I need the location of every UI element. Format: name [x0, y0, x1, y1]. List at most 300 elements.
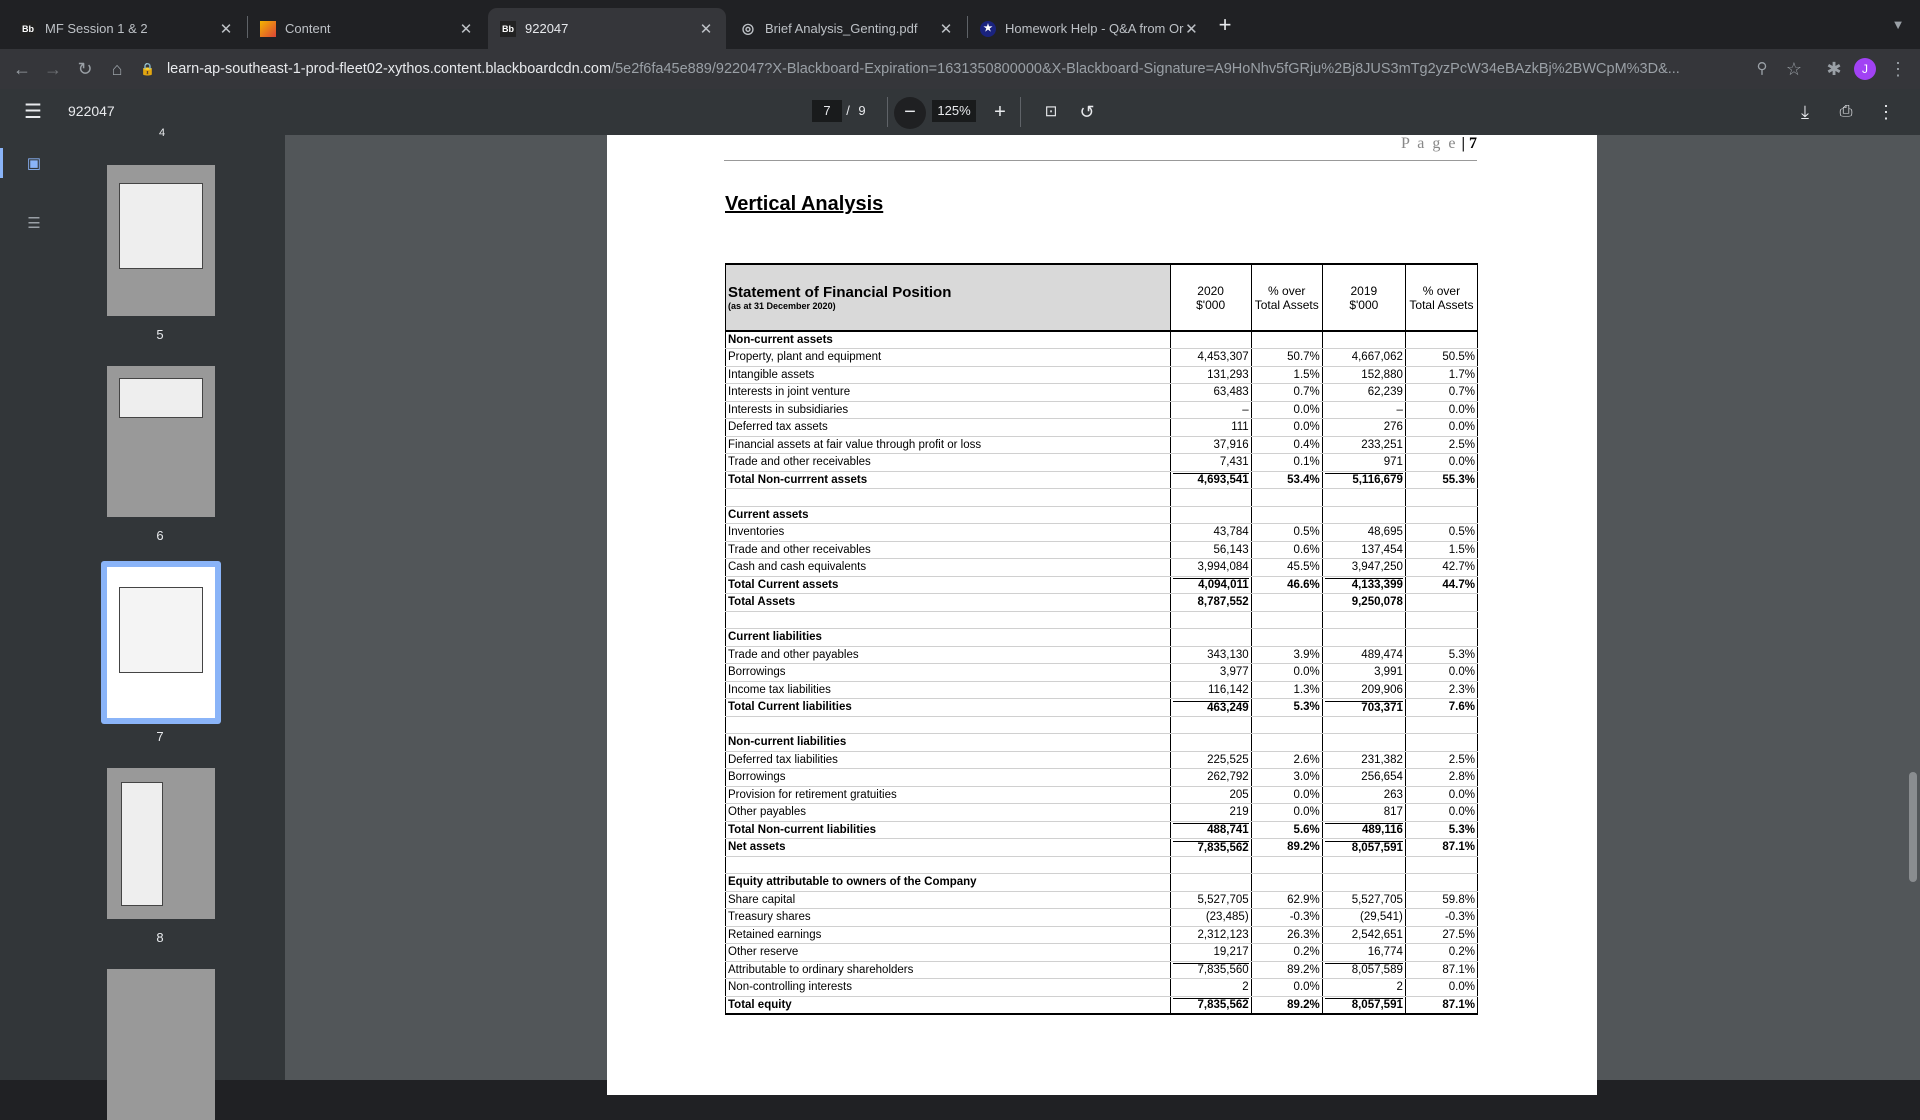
column-header-pct: % over: [1422, 283, 1461, 298]
row-label-text: Other payables: [728, 806, 806, 819]
pct-2019-text: -0.3%: [1444, 911, 1475, 924]
value-2020: [1170, 874, 1251, 892]
tab-content[interactable]: [248, 8, 486, 49]
value-2019-text: 231,382: [1361, 753, 1403, 766]
active-view-indicator: [0, 148, 3, 178]
pct-2019: [1405, 489, 1477, 507]
pct-2020: [1251, 366, 1322, 384]
value-2019: [1322, 856, 1405, 874]
pct-2019: [1405, 436, 1477, 454]
pct-2020-text: 89.2%: [1287, 998, 1320, 1011]
row-label-text: Total Current liabilities: [728, 701, 852, 714]
value-2020: [1170, 541, 1251, 559]
value-2019: [1322, 891, 1405, 909]
pct-2020-text: 0.1%: [1293, 456, 1320, 469]
pdf-sidebar: [0, 127, 285, 1080]
pct-2019: [1405, 454, 1477, 472]
pct-2020-text: 0.4%: [1293, 438, 1320, 451]
table-row: [726, 401, 1478, 419]
table-row: [726, 786, 1478, 804]
value-2019-text: (29,541): [1360, 911, 1403, 924]
zoom-out-icon[interactable]: −: [894, 97, 926, 129]
zoom-icon[interactable]: ⚲: [1756, 60, 1768, 77]
tab-brief-analysis[interactable]: [728, 8, 966, 49]
value-2020: [1170, 961, 1251, 979]
table-row: [726, 979, 1478, 997]
value-2020: [1170, 471, 1251, 489]
row-label-text: Total equity: [728, 998, 792, 1011]
row-label-text: Financial assets at fair value through profit or loss: [728, 438, 982, 451]
row-label: [726, 576, 1171, 594]
value-2020-text: 3,994,084: [1197, 561, 1249, 574]
value-2020: [1170, 891, 1251, 909]
pct-2020: [1251, 454, 1322, 472]
table-row: [726, 471, 1478, 489]
thumbnail-page-5[interactable]: [107, 165, 215, 316]
pct-2020: [1251, 524, 1322, 542]
value-2019-text: 3,947,250: [1351, 561, 1403, 574]
value-2019-text: 256,654: [1361, 771, 1403, 784]
value-2020: [1170, 611, 1251, 629]
value-2020: [1170, 594, 1251, 612]
new-tab-icon[interactable]: +: [1218, 12, 1232, 37]
pct-2019: [1405, 331, 1477, 349]
pct-2019: [1405, 734, 1477, 752]
row-label: [726, 681, 1171, 699]
value-2019-text: 489,116: [1325, 823, 1403, 836]
value-2019-text: 8,057,591: [1325, 841, 1403, 854]
value-2019-text: 703,371: [1325, 701, 1403, 714]
pct-2019: [1405, 751, 1477, 769]
pct-2020: [1251, 839, 1322, 857]
tab-mf-session[interactable]: [8, 8, 246, 49]
table-row: [726, 506, 1478, 524]
row-label: [726, 454, 1171, 472]
pct-2020-text: 3.9%: [1293, 648, 1320, 661]
pct-2019: [1405, 366, 1477, 384]
value-2019: [1322, 961, 1405, 979]
zoom-level-input[interactable]: 125%: [932, 100, 976, 122]
row-label: [726, 629, 1171, 647]
value-2020: [1170, 909, 1251, 927]
value-2019-text: 2,542,651: [1351, 928, 1403, 941]
pct-2020-text: 5.3%: [1293, 701, 1320, 714]
value-2020-text: 131,293: [1207, 368, 1249, 381]
value-2020-text: 343,130: [1207, 648, 1249, 661]
outline-view-icon[interactable]: ☰: [27, 215, 41, 232]
value-2019: [1322, 699, 1405, 717]
profile-avatar[interactable]: J: [1854, 58, 1876, 80]
row-label: [726, 506, 1171, 524]
pct-2019-text: 0.0%: [1448, 788, 1475, 801]
pct-2019: [1405, 909, 1477, 927]
table-row: [726, 699, 1478, 717]
home-icon[interactable]: ⌂: [111, 59, 123, 79]
value-2019: [1322, 471, 1405, 489]
table-row: [726, 436, 1478, 454]
pct-2019-text: 27.5%: [1442, 928, 1475, 941]
value-2020-text: 111: [1231, 421, 1249, 434]
pct-2020-text: 0.5%: [1293, 526, 1320, 539]
pct-2019-text: 2.5%: [1448, 753, 1475, 766]
table-header-title-cell: [726, 264, 1171, 331]
row-label-text: Borrowings: [728, 771, 786, 784]
hamburger-menu-icon[interactable]: ☰: [24, 101, 42, 123]
page-header-number: 7: [1469, 135, 1477, 152]
value-2020-text: 63,483: [1213, 386, 1249, 399]
page-header-label: P a g e: [1400, 135, 1458, 152]
column-header-year: 2020: [1197, 283, 1224, 298]
pct-2020: [1251, 506, 1322, 524]
value-2020: [1170, 454, 1251, 472]
close-tab-icon[interactable]: ✕: [1185, 20, 1198, 38]
value-2019: [1322, 419, 1405, 437]
value-2019: [1322, 349, 1405, 367]
pct-2019-text: 44.7%: [1442, 578, 1475, 591]
download-icon[interactable]: ⤓: [1801, 102, 1809, 122]
value-2019: [1322, 489, 1405, 507]
browser-toolbar: [0, 49, 1920, 89]
value-2019: [1322, 331, 1405, 349]
pct-2020: [1251, 961, 1322, 979]
pct-2020-text: 50.7%: [1287, 351, 1320, 364]
row-label-text: Total Non-current liabilities: [728, 823, 877, 836]
value-2020: [1170, 524, 1251, 542]
table-row: [726, 541, 1478, 559]
thumbnail-label: 4: [159, 127, 166, 139]
row-label: [726, 594, 1171, 612]
table-row: [726, 681, 1478, 699]
thumbnail-page-8[interactable]: [107, 768, 215, 919]
row-label-text: Total Non-currrent assets: [728, 473, 868, 486]
value-2019-text: 2: [1396, 981, 1403, 994]
value-2019: [1322, 786, 1405, 804]
pct-2020: [1251, 996, 1322, 1014]
row-label-text: Income tax liabilities: [728, 683, 831, 696]
thumbnail-label: 8: [156, 930, 164, 945]
value-2020-text: 7,835,562: [1173, 841, 1249, 854]
value-2019: [1322, 559, 1405, 577]
pct-2019: [1405, 716, 1477, 734]
row-label-text: Non-current liabilities: [728, 736, 847, 749]
url-path: /5e2f6fa45e889/922047?X-Blackboard-Expiration=1631350800000&X-Blackboard-Signature=A9HoNhv5fGRju%2Bj8JUS3mTg2yzPcW34eBAzkBj%2BWCpM%3D&...: [611, 61, 1680, 77]
close-tab-icon[interactable]: ✕: [459, 20, 473, 38]
row-label: [726, 716, 1171, 734]
row-label-text: Borrowings: [728, 666, 786, 679]
pct-2019: [1405, 384, 1477, 402]
pct-2020-text: 89.2%: [1287, 963, 1320, 976]
pct-2019-text: 59.8%: [1442, 893, 1475, 906]
table-row: [726, 716, 1478, 734]
tab-title: Content: [285, 21, 331, 36]
tab-922047[interactable]: [488, 8, 726, 49]
pct-2019: [1405, 996, 1477, 1014]
row-label: [726, 839, 1171, 857]
pct-2020-text: 0.0%: [1293, 981, 1320, 994]
star-icon: ★: [980, 21, 996, 37]
pdf-toolbar: [0, 89, 1920, 135]
value-2019: [1322, 996, 1405, 1014]
value-2020: [1170, 489, 1251, 507]
table-row: [726, 734, 1478, 752]
value-2020-text: 463,249: [1173, 701, 1249, 714]
row-label-text: Trade and other receivables: [728, 456, 871, 469]
pct-2020-text: 0.0%: [1293, 788, 1320, 801]
table-row: [726, 646, 1478, 664]
thumbnail-label: 6: [156, 528, 164, 543]
value-2019: [1322, 611, 1405, 629]
zoom-in-icon[interactable]: +: [994, 101, 1006, 123]
pct-2020-text: -0.3%: [1289, 911, 1320, 924]
pct-2019-text: 0.0%: [1448, 981, 1475, 994]
value-2019: [1322, 716, 1405, 734]
pct-2020-text: 26.3%: [1287, 928, 1320, 941]
row-label: [726, 611, 1171, 629]
value-2020-text: 205: [1229, 788, 1249, 801]
row-label-text: Inventories: [728, 526, 785, 539]
value-2019-text: 5,116,679: [1325, 473, 1403, 486]
pct-2019: [1405, 471, 1477, 489]
pct-2019: [1405, 681, 1477, 699]
forward-icon[interactable]: →: [44, 59, 62, 79]
row-label-text: Net assets: [728, 841, 786, 854]
value-2019: [1322, 874, 1405, 892]
row-label: [726, 926, 1171, 944]
address-bar[interactable]: [140, 54, 1800, 84]
table-subtitle: (as at 31 December 2020): [728, 301, 836, 311]
value-2020-text: 19,217: [1213, 946, 1249, 959]
table-row: [726, 594, 1478, 612]
pct-2019: [1405, 821, 1477, 839]
more-actions-icon[interactable]: ⋮: [1877, 102, 1895, 122]
value-2020: [1170, 664, 1251, 682]
pct-2020: [1251, 349, 1322, 367]
menu-kebab-icon[interactable]: ⋮: [1889, 59, 1907, 79]
pct-2019: [1405, 944, 1477, 962]
thumbnail-page-6[interactable]: [107, 366, 215, 517]
row-label-text: Retained earnings: [728, 928, 822, 941]
value-2019: [1322, 629, 1405, 647]
pct-2019: [1405, 786, 1477, 804]
pct-2020: [1251, 541, 1322, 559]
value-2020-text: –: [1242, 403, 1249, 416]
row-label: [726, 734, 1171, 752]
table-row: [726, 751, 1478, 769]
row-label: [726, 489, 1171, 507]
pct-2020: [1251, 489, 1322, 507]
value-2020: [1170, 734, 1251, 752]
pdf-title: 922047: [68, 103, 115, 119]
thumbnail-page-7[interactable]: [107, 567, 215, 718]
viewer-scrollbar-thumb[interactable]: [1909, 772, 1917, 882]
value-2020: [1170, 349, 1251, 367]
extensions-icon[interactable]: ✱: [1826, 59, 1842, 79]
value-2019: [1322, 454, 1405, 472]
pct-2020: [1251, 944, 1322, 962]
table-row: [726, 366, 1478, 384]
value-2020-text: 116,142: [1207, 683, 1249, 696]
value-2020: [1170, 926, 1251, 944]
table-row: [726, 664, 1478, 682]
pct-2020: [1251, 384, 1322, 402]
row-label-text: Trade and other receivables: [728, 543, 871, 556]
table-row: [726, 629, 1478, 647]
value-2020: [1170, 769, 1251, 787]
total-pages: 9: [858, 103, 866, 118]
value-2020-text: 56,143: [1213, 543, 1249, 556]
row-label-text: Attributable to ordinary shareholders: [728, 963, 914, 976]
pct-2020-text: 46.6%: [1287, 578, 1320, 591]
value-2019-text: 9,250,078: [1351, 596, 1403, 609]
pct-2019: [1405, 611, 1477, 629]
table-row: [726, 944, 1478, 962]
tab-strip: [0, 0, 1920, 49]
pct-2020-text: 1.5%: [1293, 368, 1320, 381]
column-header: [1322, 264, 1405, 331]
table-row: [726, 961, 1478, 979]
pct-2020: [1251, 734, 1322, 752]
pct-2019-text: 5.3%: [1448, 823, 1475, 836]
row-label-text: Equity attributable to owners of the Company: [728, 876, 977, 889]
table-row: [726, 524, 1478, 542]
value-2020-text: 262,792: [1207, 771, 1249, 784]
value-2019-text: 137,454: [1361, 543, 1403, 556]
pct-2020: [1251, 891, 1322, 909]
value-2020: [1170, 821, 1251, 839]
toolbar-divider: [887, 97, 888, 127]
blackboard-icon: Bb: [20, 21, 36, 37]
pct-2019: [1405, 874, 1477, 892]
pct-2020: [1251, 611, 1322, 629]
table-row: [726, 559, 1478, 577]
bookmark-star-icon[interactable]: ☆: [1785, 59, 1803, 79]
pct-2019: [1405, 856, 1477, 874]
value-2020: [1170, 944, 1251, 962]
pct-2019: [1405, 559, 1477, 577]
pct-2020: [1251, 664, 1322, 682]
tab-title: 922047: [525, 21, 569, 36]
page-number-input[interactable]: 7: [812, 100, 842, 122]
pct-2019-text: 0.0%: [1448, 806, 1475, 819]
row-label-text: Provision for retirement gratuities: [728, 788, 897, 801]
pct-2020: [1251, 909, 1322, 927]
value-2019-text: 4,667,062: [1351, 351, 1403, 364]
column-header-year: 2019: [1350, 283, 1378, 298]
pct-2019: [1405, 419, 1477, 437]
pct-2020-text: 1.3%: [1293, 683, 1320, 696]
thumbnail-view-icon[interactable]: ▣: [26, 155, 42, 172]
pct-2020: [1251, 804, 1322, 822]
close-tab-icon[interactable]: ✕: [939, 20, 953, 38]
tab-homework-help[interactable]: [968, 8, 1206, 49]
row-label: [726, 856, 1171, 874]
row-label-text: Interests in joint venture: [728, 386, 851, 399]
reload-icon[interactable]: ↻: [77, 59, 93, 79]
pct-2020-text: 53.4%: [1287, 473, 1320, 486]
row-label-text: Cash and cash equivalents: [728, 561, 867, 574]
pct-2019-text: 0.2%: [1448, 946, 1475, 959]
pct-2020-text: 62.9%: [1287, 893, 1320, 906]
column-header: [1405, 264, 1477, 331]
value-2019: [1322, 524, 1405, 542]
value-2019-text: 62,239: [1367, 386, 1403, 399]
pct-2019-text: 87.1%: [1442, 998, 1475, 1011]
pct-2020: [1251, 646, 1322, 664]
close-tab-icon[interactable]: ✕: [699, 20, 713, 38]
back-icon[interactable]: ←: [13, 59, 31, 79]
tab-search-icon[interactable]: ▼: [1891, 17, 1905, 32]
pct-2019: [1405, 979, 1477, 997]
value-2019: [1322, 839, 1405, 857]
table-row: [726, 821, 1478, 839]
toolbar-divider: [1020, 97, 1021, 127]
row-label: [726, 384, 1171, 402]
pct-2019-text: 42.7%: [1442, 561, 1475, 574]
row-label: [726, 331, 1171, 349]
pct-2020: [1251, 436, 1322, 454]
column-header: [1251, 264, 1322, 331]
pct-2019: [1405, 961, 1477, 979]
value-2019-text: 16,774: [1367, 946, 1403, 959]
rotate-icon[interactable]: ↺: [1079, 102, 1095, 122]
value-2019-text: 489,474: [1361, 648, 1403, 661]
pct-2019-text: 50.5%: [1442, 351, 1475, 364]
url-host: learn-ap-southeast-1-prod-fleet02-xythos.content.blackboardcdn.com: [166, 61, 612, 77]
value-2020-text: 4,453,307: [1197, 351, 1249, 364]
pct-2019: [1405, 804, 1477, 822]
pct-2020: [1251, 699, 1322, 717]
table-row: [726, 804, 1478, 822]
tab-title: MF Session 1 & 2: [45, 21, 148, 36]
pct-2019: [1405, 576, 1477, 594]
pct-2020: [1251, 594, 1322, 612]
pct-2019-text: 5.3%: [1448, 648, 1475, 661]
pct-2019-text: 0.0%: [1448, 403, 1475, 416]
thumbnail-page-9[interactable]: [107, 969, 215, 1120]
row-label: [726, 349, 1171, 367]
value-2020: [1170, 419, 1251, 437]
value-2019: [1322, 506, 1405, 524]
row-label-text: Deferred tax assets: [728, 421, 828, 434]
page-header: P a g e | 7: [1400, 135, 1477, 152]
row-label: [726, 541, 1171, 559]
value-2020: [1170, 436, 1251, 454]
row-label: [726, 471, 1171, 489]
pct-2019-text: 87.1%: [1442, 841, 1475, 854]
tab-title: Homework Help - Q&A from Or: [1005, 21, 1184, 36]
row-label: [726, 664, 1171, 682]
pct-2019: [1405, 594, 1477, 612]
fit-to-page-icon[interactable]: ⊡: [1044, 103, 1058, 120]
value-2019: [1322, 664, 1405, 682]
pct-2019: [1405, 349, 1477, 367]
column-header-basis: Total Assets: [1409, 297, 1474, 312]
value-2019: [1322, 769, 1405, 787]
print-icon[interactable]: ⎙: [1839, 103, 1853, 120]
value-2019-text: –: [1396, 403, 1403, 416]
row-label-text: Treasury shares: [728, 911, 811, 924]
value-2019-text: 48,695: [1367, 526, 1403, 539]
row-label: [726, 419, 1171, 437]
pct-2019: [1405, 769, 1477, 787]
table-row: [726, 576, 1478, 594]
pct-2019-text: 0.0%: [1448, 666, 1475, 679]
pct-2019-text: 55.3%: [1442, 473, 1475, 486]
close-tab-icon[interactable]: ✕: [219, 20, 233, 38]
value-2020: [1170, 384, 1251, 402]
pct-2019: [1405, 664, 1477, 682]
globe-icon: ◎: [741, 20, 755, 36]
